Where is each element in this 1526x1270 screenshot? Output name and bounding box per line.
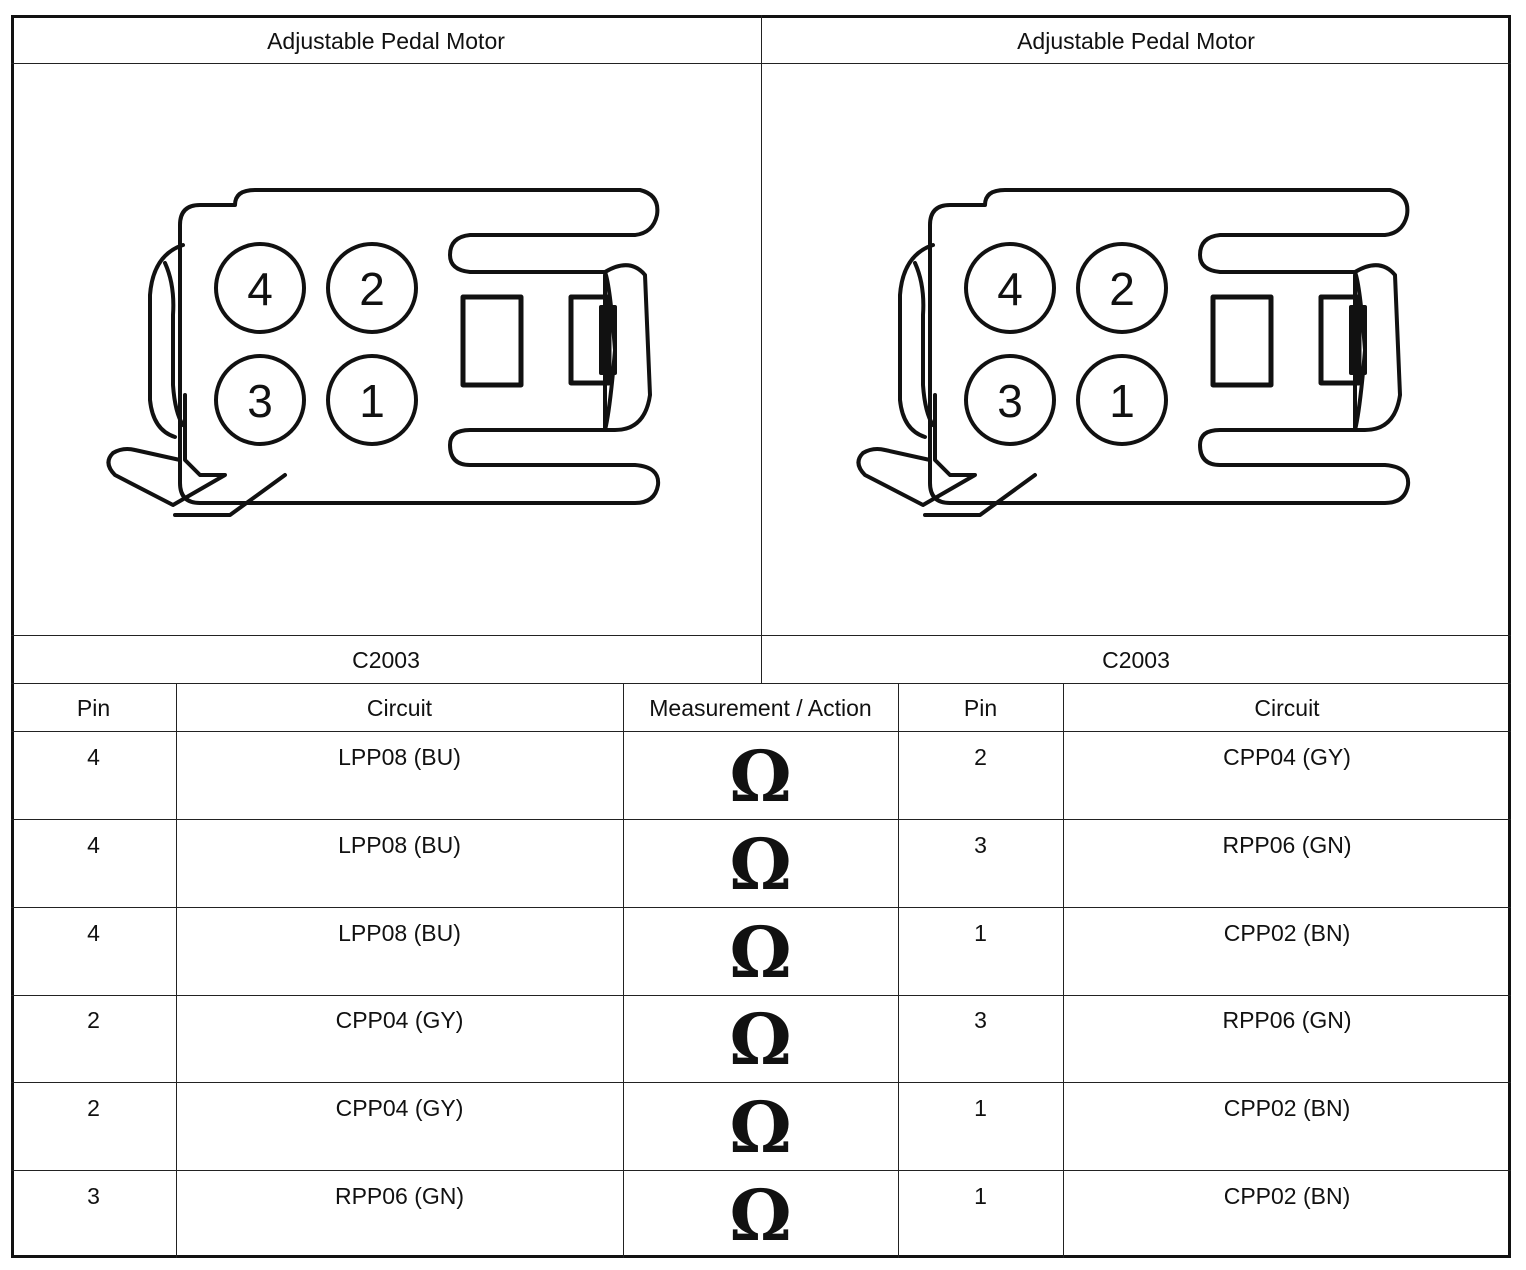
row-pin-b: 1 — [974, 1183, 987, 1209]
row-pin-b: 2 — [974, 744, 987, 770]
divider — [11, 1082, 1511, 1083]
row-circuit-a: RPP06 (GN) — [334, 1183, 465, 1209]
divider — [11, 731, 1511, 732]
ohm-icon: Ω — [729, 823, 792, 906]
right-pin-1-label: 1 — [1109, 375, 1135, 427]
row-circuit-b: RPP06 (GN) — [1222, 832, 1352, 858]
row-circuit-b: CPP02 (BN) — [1223, 920, 1351, 946]
row-pin-a: 4 — [87, 920, 100, 946]
left-connector-face-diagram — [105, 185, 665, 525]
row-pin-b: 3 — [974, 832, 987, 858]
row-circuit-b: CPP02 (BN) — [1223, 1183, 1351, 1209]
left-pin-4-label: 4 — [247, 263, 273, 315]
row-pin-a: 2 — [87, 1007, 100, 1033]
left-pin-1-label: 1 — [359, 375, 385, 427]
row-pin-b: 3 — [974, 1007, 987, 1033]
divider — [11, 907, 1511, 908]
ohm-icon: Ω — [729, 1086, 792, 1169]
row-pin-a: 4 — [87, 832, 100, 858]
column-header-circuit: Circuit — [1254, 695, 1320, 721]
row-pin-a: 2 — [87, 1095, 100, 1121]
left-connector-title: Adjustable Pedal Motor — [267, 28, 505, 54]
column-header-measurement: Measurement / Action — [649, 695, 872, 721]
right-pin-2-label: 2 — [1109, 263, 1135, 315]
left-pin-2-label: 2 — [359, 263, 385, 315]
left-connector-id: C2003 — [352, 647, 420, 673]
right-connector-id: C2003 — [1102, 647, 1170, 673]
row-circuit-b: CPP02 (BN) — [1223, 1095, 1351, 1121]
right-connector-face-diagram — [855, 185, 1415, 525]
right-connector-title: Adjustable Pedal Motor — [1017, 28, 1255, 54]
column-header-pin: Pin — [76, 695, 111, 721]
left-pin-3-label: 3 — [247, 375, 273, 427]
divider — [11, 819, 1511, 820]
row-pin-b: 1 — [974, 920, 987, 946]
ohm-icon: Ω — [729, 998, 792, 1081]
ohm-icon: Ω — [729, 911, 792, 994]
row-circuit-a: LPP08 (BU) — [338, 832, 461, 858]
right-pin-3-label: 3 — [997, 375, 1023, 427]
divider — [761, 15, 762, 684]
ohm-icon: Ω — [729, 735, 792, 818]
row-pin-a: 3 — [87, 1183, 100, 1209]
divider — [11, 995, 1511, 996]
column-header-circuit: Circuit — [366, 695, 433, 721]
row-circuit-b: CPP04 (GY) — [1223, 744, 1351, 770]
row-circuit-a: CPP04 (GY) — [335, 1095, 464, 1121]
column-header-pin: Pin — [963, 695, 998, 721]
right-pin-4-label: 4 — [997, 263, 1023, 315]
row-pin-a: 4 — [87, 744, 100, 770]
ohm-icon: Ω — [729, 1174, 792, 1257]
row-circuit-a: CPP04 (GY) — [335, 1007, 464, 1033]
row-pin-b: 1 — [974, 1095, 987, 1121]
row-circuit-a: LPP08 (BU) — [338, 744, 461, 770]
row-circuit-b: RPP06 (GN) — [1222, 1007, 1352, 1033]
row-circuit-a: LPP08 (BU) — [338, 920, 461, 946]
divider — [11, 1170, 1511, 1171]
